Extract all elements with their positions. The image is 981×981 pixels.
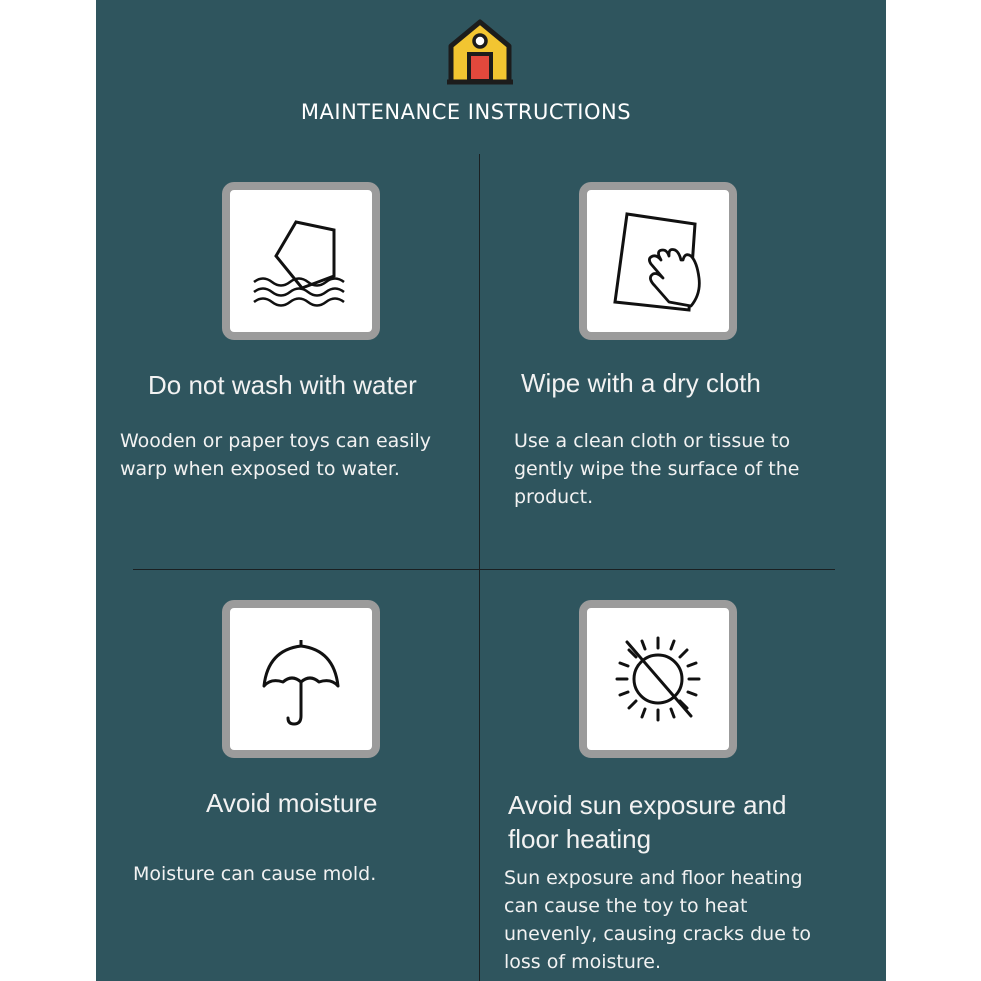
card-title: Wipe with a dry cloth: [521, 368, 761, 398]
no-sun-icon: [579, 600, 737, 758]
no-wash-water-icon: [222, 182, 380, 340]
card-description: Use a clean cloth or tissue to gently wipe the surface of the product.: [514, 430, 800, 508]
card-title: Do not wash with water: [148, 370, 417, 400]
card-description: Moisture can cause mold.: [133, 863, 377, 885]
card-description: Wooden or paper toys can easily warp when exposed to water.: [120, 430, 431, 480]
card-title: Avoid sun exposure and floor heating: [508, 790, 787, 854]
vertical-divider: [479, 154, 480, 981]
card-description: Sun exposure and floor heating can cause the toy to heat unevenly, causing cracks due to loss of moisture.: [504, 867, 811, 973]
horizontal-divider: [133, 569, 835, 570]
card-title: Avoid moisture: [206, 788, 378, 818]
page-title: MAINTENANCE INSTRUCTIONS: [300, 100, 632, 124]
umbrella-icon: [222, 600, 380, 758]
wipe-cloth-icon: [579, 182, 737, 340]
house-icon: [447, 18, 513, 86]
